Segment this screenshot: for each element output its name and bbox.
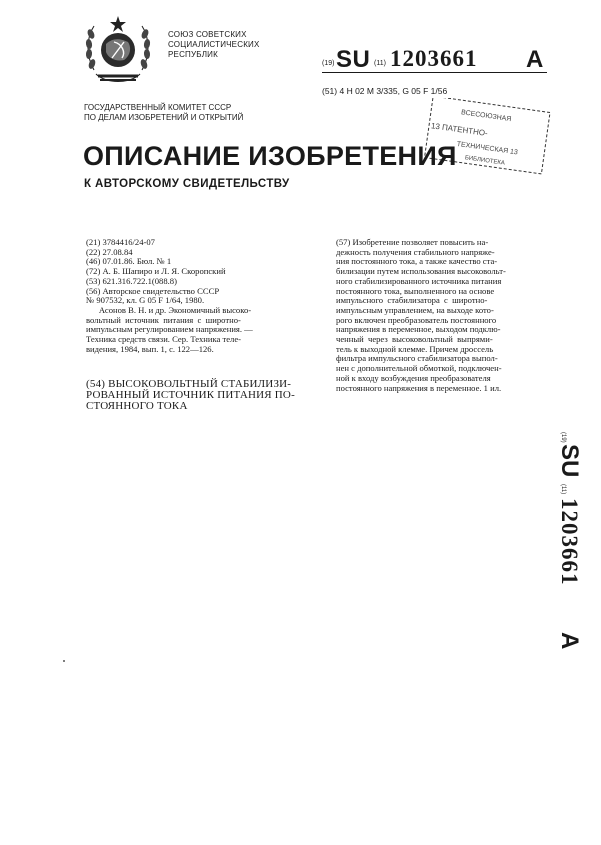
inid-code-11: (11) <box>560 484 566 495</box>
stamp-line: ТЕХНИЧЕСКАЯ 13 <box>456 140 519 157</box>
ipc-classification: (51) 4 H 02 M 3/335, G 05 F 1/56 <box>322 86 448 96</box>
committee-line: ГОСУДАРСТВЕННЫЙ КОМИТЕТ СССР <box>84 103 232 112</box>
committee-name <box>84 103 243 123</box>
kind-code: A <box>526 46 544 73</box>
header-rule <box>322 72 547 73</box>
state-emblem-icon <box>84 12 152 90</box>
union-line: СОЮЗ СОВЕТСКИХ <box>168 30 247 39</box>
side-publication-number <box>550 430 590 660</box>
abstract-line: тель к выходной клемме. Причем дроссель <box>336 343 494 354</box>
biblio-line: (56) Авторское свидетельство СССР <box>86 285 220 296</box>
invention-title-line: СТОЯННОГО ТОКА <box>86 400 188 412</box>
inid-code-19: (19) <box>560 432 566 443</box>
union-line: РЕСПУБЛИК <box>168 50 218 59</box>
scan-speck <box>63 660 65 662</box>
inid-code-19: (19) <box>322 60 335 67</box>
abstract-line: билизации путем использования высоковольт- <box>336 266 506 277</box>
abstract-line: постоянного напряжения в переменное. 1 ил. <box>336 382 502 393</box>
publication-number <box>322 46 552 72</box>
inid-code-11: (11) <box>374 60 386 67</box>
abstract-line: ния постоянного тока, а также качество ста- <box>336 256 498 267</box>
document-title: ОПИСАНИЕ ИЗОБРЕТЕНИЯ <box>83 141 457 171</box>
document-subtitle: К АВТОРСКОМУ СВИДЕТЕЛЬСТВУ <box>84 178 290 190</box>
biblio-line: Асонов В. Н. и др. Экономичный высоко- <box>86 304 252 315</box>
abstract-line: рого включен преобразователь постоянного <box>336 314 497 325</box>
abstract-line: ного стабилизированного источника питания <box>336 275 502 286</box>
biblio-line: (46) 07.01.86. Бюл. № 1 <box>86 256 172 267</box>
biblio-line: Техника средств связи. Сер. Техника теле- <box>86 334 241 345</box>
stamp-line: 13 ПАТЕНТНО- <box>430 121 489 139</box>
abstract-line: постоянного тока, выполненного на основе <box>336 285 495 296</box>
stamp-line: БИБЛИОТЕКА <box>464 155 506 167</box>
abstract-line: дежность получения стабильного напряже- <box>336 246 495 257</box>
biblio-line: (72) А. Б. Шапиро и Л. Я. Скоропский <box>86 266 226 277</box>
invention-title-line: РОВАННЫЙ ИСТОЧНИК ПИТАНИЯ ПО- <box>86 389 295 401</box>
biblio-line: № 907532, кл. G 05 F 1/64, 1980. <box>86 295 205 306</box>
abstract-line: ченный через высоковольтный выпрями- <box>336 334 493 345</box>
abstract-line: импульсного стабилизатора с широтно- <box>336 295 488 306</box>
bibliographic-data <box>86 238 316 354</box>
invention-title-line: (54) ВЫСОКОВОЛЬТНЫЙ СТАБИЛИЗИ- <box>86 378 292 390</box>
abstract-line: импульсным управлением, на выходе кото- <box>336 304 494 315</box>
patent-number: 1203661 <box>557 498 582 586</box>
union-name <box>168 30 260 60</box>
abstract-line: фильтра импульсного стабилизатора выпол- <box>336 353 498 364</box>
stamp-line: ВСЕСОЮЗНАЯ <box>460 109 512 124</box>
abstract <box>336 238 548 393</box>
biblio-line: (53) 621.316.722.1(088.8) <box>86 275 177 286</box>
abstract-line: напряжения в переменное, выходом подклю- <box>336 324 501 335</box>
abstract-line: (57) Изобретение позволяет повысить на- <box>336 237 489 247</box>
abstract-line: нен с дополнительной обмоткой, подключен- <box>336 363 502 374</box>
committee-line: ПО ДЕЛАМ ИЗОБРЕТЕНИЙ И ОТКРЫТИЙ <box>84 113 244 122</box>
biblio-line: вольтный источник питания с широтно- <box>86 314 241 325</box>
abstract-line: ной к входу возбуждения преобразователя <box>336 372 491 383</box>
biblio-line: (21) 3784416/24-07 <box>86 237 155 247</box>
biblio-line: видения, 1984, вып. 1, с. 122—126. <box>86 343 214 354</box>
biblio-line: импульсным регулированием напряжения. — <box>86 324 253 335</box>
country-code: SU <box>336 46 371 73</box>
patent-number: 1203661 <box>390 46 478 71</box>
invention-title <box>86 379 295 412</box>
biblio-line: (22) 27.08.84 <box>86 246 133 257</box>
kind-code: A <box>556 632 583 650</box>
country-code: SU <box>556 444 583 478</box>
union-line: СОЦИАЛИСТИЧЕСКИХ <box>168 40 260 49</box>
